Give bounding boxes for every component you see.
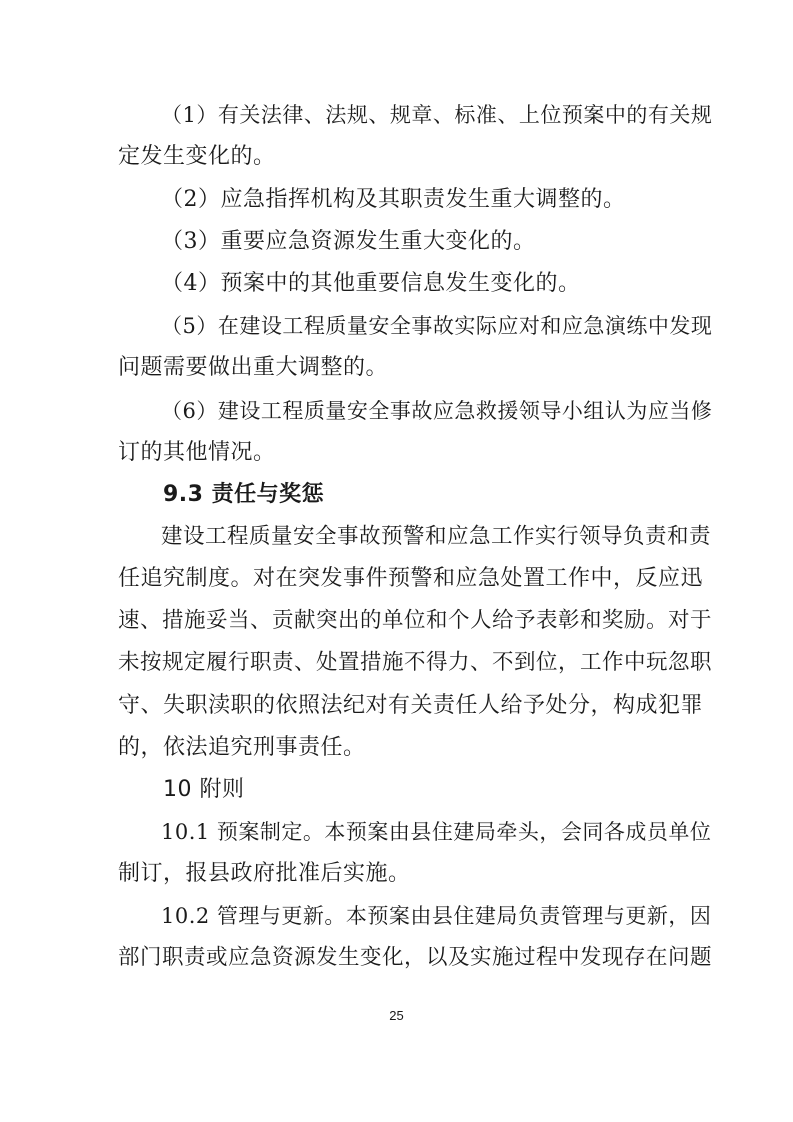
paragraph-line: 10.1 预案制定。本预案由县住建局牵头，会同各成员单位 [161,820,712,844]
paragraph-line: 任追究制度。对在突发事件预警和应急处置工作中，反应迅 [118,566,704,591]
paragraph-line: 10.2 管理与更新。本预案由县住建局负责管理与更新，因 [161,904,712,928]
paragraph-line: 定发生变化的。 [118,144,276,169]
paragraph-line: 的，依法追究刑事责任。 [118,735,366,760]
paragraph-line: 订的其他情况。 [118,440,276,465]
paragraph-line: 制订，报县政府批准后实施。 [118,861,411,886]
paragraph-line: 建设工程质量安全事故预警和应急工作实行领导负责和责 [161,524,712,549]
paragraph-line: （1）有关法律、法规、规章、标准、上位预案中的有关规 [161,103,713,127]
paragraph-line: （5）在建设工程质量安全事故实际应对和应急演练中发现 [161,314,713,338]
paragraph-line: （2）应急指挥机构及其职责发生重大调整的。 [161,187,626,212]
paragraph-line: 部门职责或应急资源发生变化，以及实施过程中发现存在问题 [118,945,713,970]
paragraph-line: （3）重要应急资源发生重大变化的。 [161,229,536,254]
paragraph-line: 速、措施妥当、贡献突出的单位和个人给予表彰和奖励。对于 [118,608,713,633]
page-number: 25 [389,1008,404,1023]
paragraph-line: 问题需要做出重大调整的。 [118,355,389,380]
paragraph-line: 未按规定履行职责、处置措施不得力、不到位，工作中玩忽职 [118,650,713,675]
paragraph-line: 守、失职渎职的依照法纪对有关责任人给予处分，构成犯罪 [118,693,704,718]
section-heading: 9.3 责任与奖惩 [163,482,325,507]
paragraph-line: （4）预案中的其他重要信息发生变化的。 [161,271,581,296]
section-heading: 10 附则 [163,777,245,802]
paragraph-line: （6）建设工程质量安全事故应急救援领导小组认为应当修 [161,399,713,423]
